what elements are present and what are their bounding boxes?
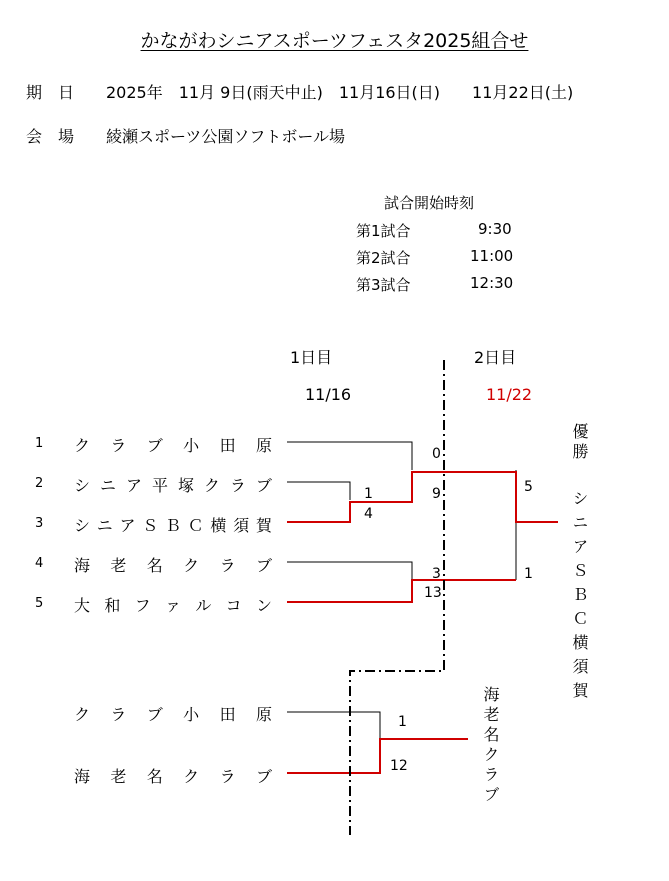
game-1-time: 9:30 xyxy=(478,220,512,238)
start-times-heading: 試合開始時刻 xyxy=(384,194,475,212)
score-m1-top: 1 xyxy=(364,486,373,502)
champion-label: 優勝 xyxy=(570,423,589,463)
seed-5: 5 xyxy=(35,596,44,611)
seed-1: 1 xyxy=(35,436,44,451)
seed-4: 4 xyxy=(35,556,44,571)
score-extra-top: 1 xyxy=(398,714,407,730)
day2-date: 11/22 xyxy=(486,385,533,404)
date-label: 期 日 xyxy=(26,83,75,102)
team-name: 海 老 名 ク ラ ブ xyxy=(74,556,272,575)
extra-team-bottom: 海 老 名 ク ラ ブ xyxy=(74,767,272,786)
venue-label: 会 場 xyxy=(26,127,75,146)
extra-team-top: ク ラ ブ 小 田 原 xyxy=(74,705,272,724)
game-2-time: 11:00 xyxy=(470,247,514,265)
venue-name: 綾瀬スポーツ公園ソフトボール場 xyxy=(106,127,346,146)
team-name: 大 和 フ ァ ル コ ン xyxy=(74,596,272,615)
champion-name: シニアＳＢＣ横須賀 xyxy=(570,490,589,706)
day2-label: 2日目 xyxy=(474,348,517,367)
game-2-label: 第2試合 xyxy=(356,249,411,267)
day1-date: 11/16 xyxy=(305,385,352,404)
seed-3: 3 xyxy=(35,516,44,531)
score-m2-top: 0 xyxy=(432,446,441,462)
extra-winner: 海老名クラブ xyxy=(481,686,500,806)
score-final-top: 5 xyxy=(524,479,533,495)
score-m3-top: 3 xyxy=(432,566,441,582)
score-m3-bottom: 13 xyxy=(424,585,442,601)
game-3-time: 12:30 xyxy=(470,274,514,292)
page-title: かながわシニアスポーツフェスタ2025組合せ xyxy=(140,30,529,52)
team-name: ク ラ ブ 小 田 原 xyxy=(74,436,272,455)
event-dates: 2025年 11月 9日(雨天中止) 11月16日(日) 11月22日(土) xyxy=(106,83,574,102)
score-final-bottom: 1 xyxy=(524,566,533,582)
game-1-label: 第1試合 xyxy=(356,222,411,240)
day1-label: 1日目 xyxy=(290,348,333,367)
team-name: シ ニ ア 平 塚 ク ラ ブ xyxy=(74,476,272,495)
score-m1-bottom: 4 xyxy=(364,506,373,522)
score-extra-bottom: 12 xyxy=(390,758,408,774)
team-name: シ ニ ア Ｓ Ｂ Ｃ 横 須 賀 xyxy=(74,516,272,535)
game-3-label: 第3試合 xyxy=(356,276,411,294)
score-m2-bottom: 9 xyxy=(432,486,441,502)
seed-2: 2 xyxy=(35,476,44,491)
